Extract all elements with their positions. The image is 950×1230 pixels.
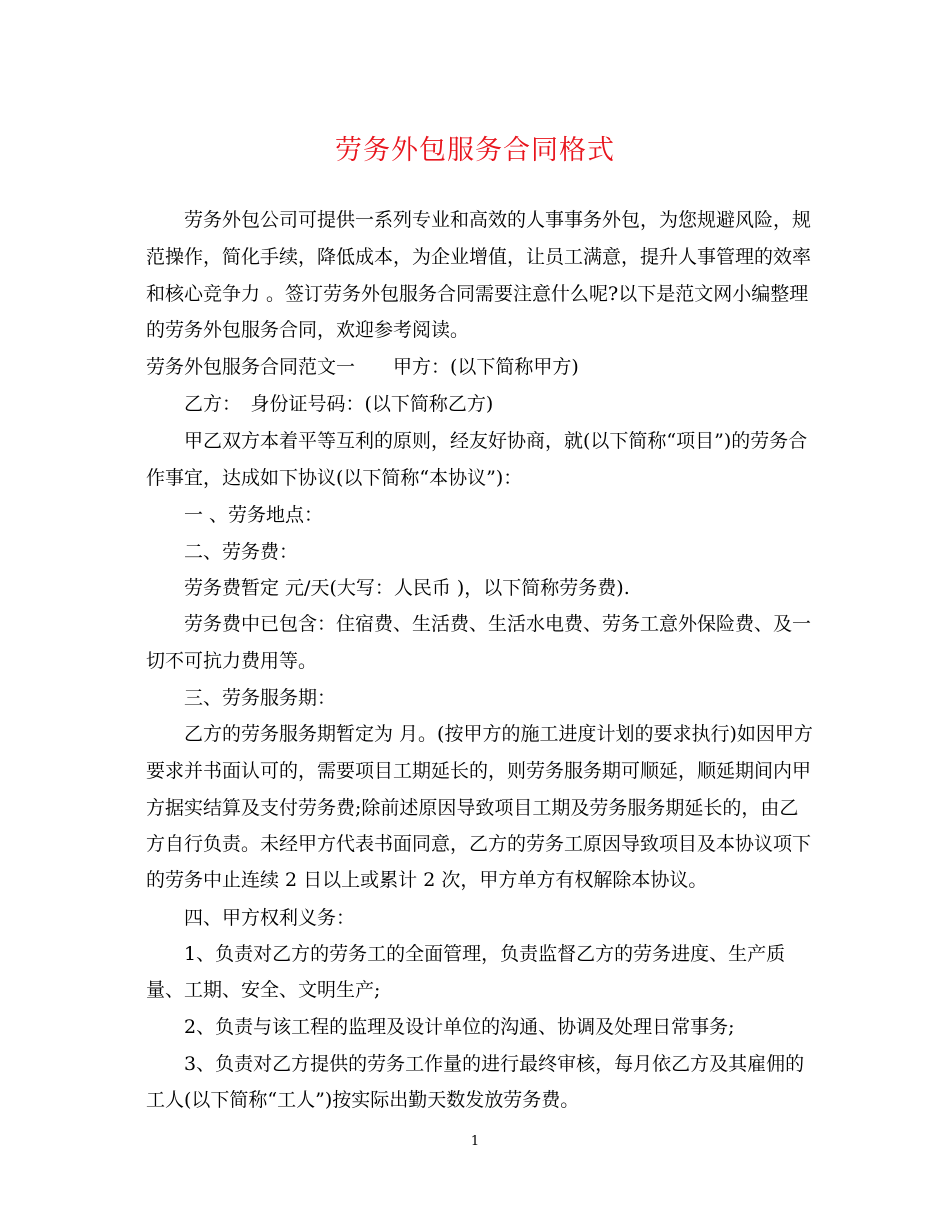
body-line: 劳务外包公司可提供一系列专业和高效的人事事务外包，为您规避风险，规 [184,209,812,231]
body-line: 作事宜，达成如下协议(以下简称“本协议”)： [146,467,523,489]
section-heading: 一 、劳务地点： [184,504,324,526]
section-heading: 三、劳务服务期： [184,687,337,709]
section-heading: 二、劳务费： [184,541,299,563]
body-line: 劳务费暂定 元/天(大写：人民币 )，以下简称劳务费). [184,577,630,599]
body-line: 方据实结算及支付劳务费;除前述原因导致项目工期及劳务服务期延长的，由乙 [146,797,799,819]
body-line: 2、负责与该工程的监理及设计单位的沟通、协调及处理日常事务; [184,1016,735,1038]
body-line: 乙方： 身份证号码：(以下简称乙方) [184,393,494,415]
body-line: 劳务费中已包含：住宿费、生活费、生活水电费、劳务工意外保险费、及一 [184,613,812,635]
body-line: 1、负责对乙方的劳务工的全面管理，负责监督乙方的劳务进度、生产质 [184,943,786,965]
body-line: 的劳务中止连续 2 日以上或累计 2 次，甲方单方有权解除本协议。 [146,869,708,891]
body-line: 3、负责对乙方提供的劳务工作量的进行最终审核，每月依乙方及其雇佣的 [184,1053,805,1075]
section-heading: 四、甲方权利义务： [184,907,356,929]
body-line: 方自行负责。未经甲方代表书面同意，乙方的劳务工原因导致项目及本协议项下 [146,833,812,855]
body-line: 甲乙双方本着平等互利的原则，经友好协商，就(以下简称“项目”)的劳务合 [184,430,808,452]
body-line: 要求并书面认可的，需要项目工期延长的，则劳务服务期可顺延，顺延期间内甲 [146,760,812,782]
body-line: 的劳务外包服务合同，欢迎参考阅读。 [146,319,470,341]
page-number: 1 [470,1134,480,1149]
body-line: 和核心竞争力 。签订劳务外包服务合同需要注意什么呢?以下是范文网小编整理 [146,283,809,305]
document-title: 劳务外包服务合同格式 [335,135,615,166]
body-line: 量、工期、安全、文明生产; [146,979,381,1001]
body-line: 乙方的劳务服务期暂定为 月。(按甲方的施工进度计划的要求执行)如因甲方 [184,723,813,745]
body-line: 工人(以下简称“工人”)按实际出勤天数发放劳务费。 [146,1089,580,1111]
body-line: 范操作，简化手续，降低成本，为企业增值，让员工满意，提升人事管理的效率 [146,246,812,268]
body-line: 劳务外包服务合同范文一 甲方：(以下简称甲方) [146,356,579,378]
body-line: 切不可抗力费用等。 [146,650,318,672]
